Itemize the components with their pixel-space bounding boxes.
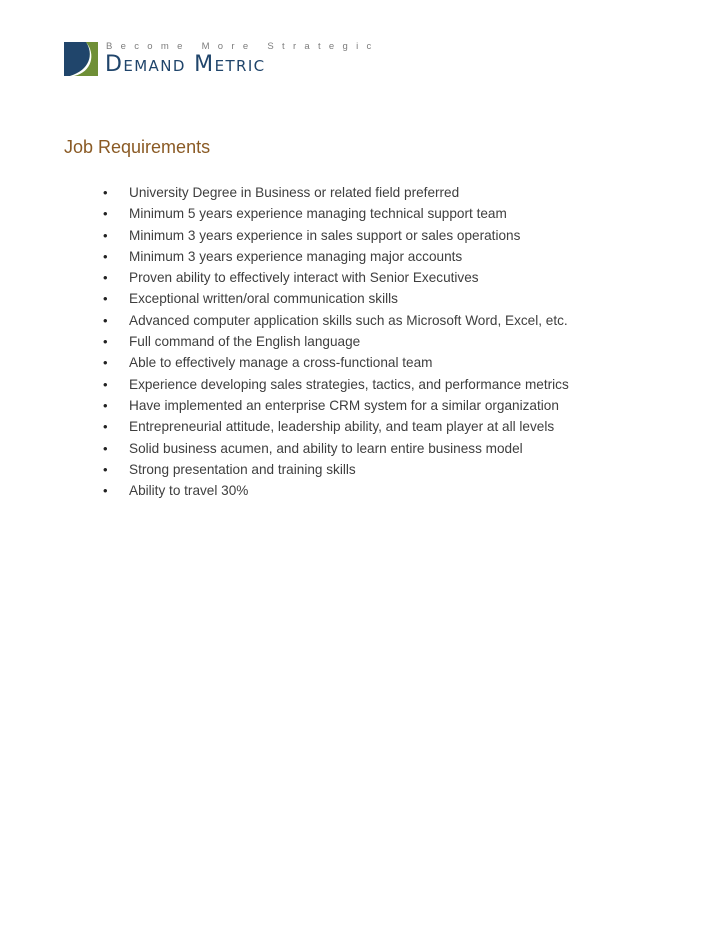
bullet-icon: • <box>103 397 108 413</box>
list-item-text: Full command of the English language <box>129 334 361 350</box>
list-item-text: Proven ability to effectively interact with Senior Executives <box>129 270 479 286</box>
list-item-text: University Degree in Business or related field preferred <box>129 185 460 200</box>
logo-mark-icon <box>64 42 98 76</box>
bullet-icon: • <box>103 483 108 499</box>
list-item-text: Advanced computer application skills such as Microsoft Word, Excel, etc. <box>129 312 568 328</box>
bullet-icon: • <box>103 440 108 456</box>
list-item-text: Solid business acumen, and ability to learn entire business model <box>129 440 523 456</box>
list-item-text: Exceptional written/oral communication skills <box>129 291 398 307</box>
list-item-text: Have implemented an enterprise CRM system for a similar organization <box>129 397 559 413</box>
bullet-icon: • <box>103 376 108 392</box>
logo-brand-name: Demand Metric <box>105 52 266 77</box>
bullet-icon: • <box>103 355 108 371</box>
bullet-icon: • <box>103 270 108 286</box>
section-title: Job Requirements <box>64 137 211 157</box>
bullet-icon: • <box>103 206 108 222</box>
demand-metric-logo <box>64 38 380 78</box>
logo-tagline: Become More Strategic <box>106 41 380 52</box>
bullet-icon: • <box>103 185 108 200</box>
list-item-text: Minimum 3 years experience managing major accounts <box>129 248 463 264</box>
bullet-icon: • <box>103 227 108 243</box>
bullet-icon: • <box>103 248 108 264</box>
list-item-text: Strong presentation and training skills <box>129 461 356 477</box>
bullet-icon: • <box>103 312 108 328</box>
list-item-text: Entrepreneurial attitude, leadership ability, and team player at all levels <box>129 419 555 435</box>
bullet-icon: • <box>103 334 108 350</box>
list-item-text: Minimum 5 years experience managing technical support team <box>129 206 507 222</box>
bullet-icon: • <box>103 291 108 307</box>
list-item-text: Minimum 3 years experience in sales support or sales operations <box>129 227 521 243</box>
list-item-text: Experience developing sales strategies, tactics, and performance metrics <box>129 376 569 392</box>
list-item-text: Able to effectively manage a cross-functional team <box>129 355 433 371</box>
list-item-text: Ability to travel 30% <box>129 483 249 499</box>
bullet-icon: • <box>103 419 108 435</box>
bullet-icon: • <box>103 461 108 477</box>
